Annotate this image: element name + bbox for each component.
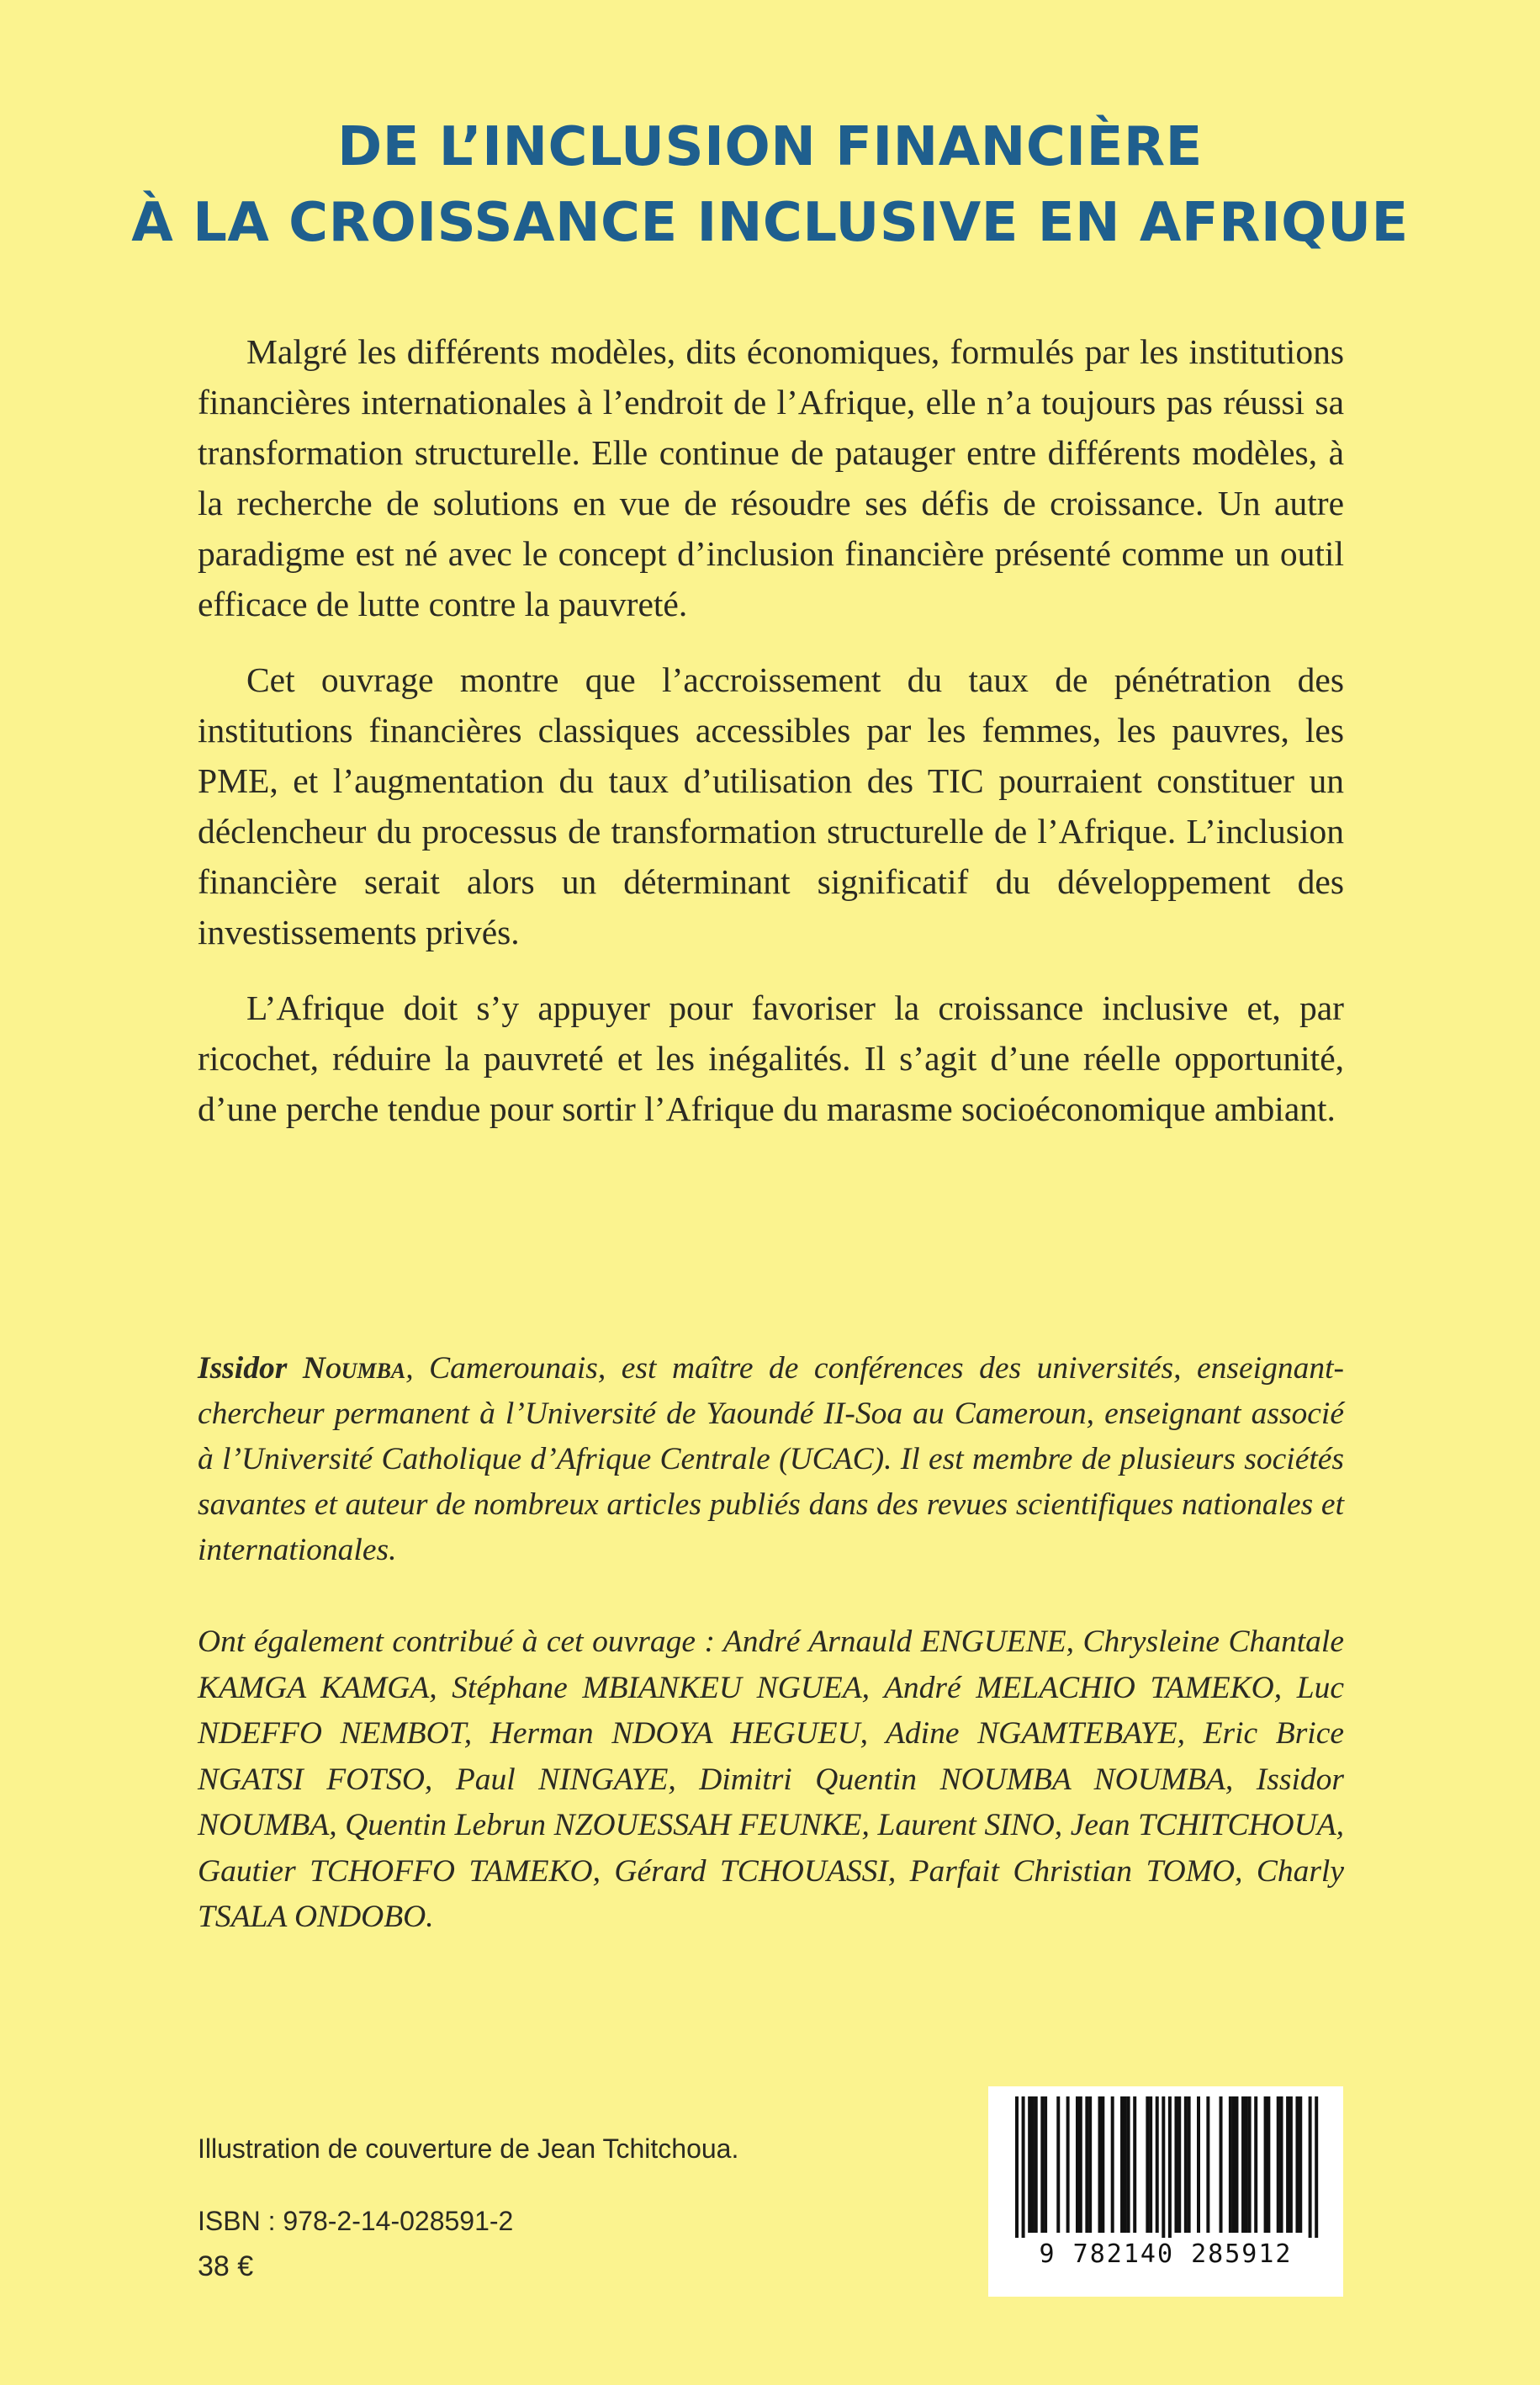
barcode-bar: [1277, 2096, 1280, 2233]
barcode-bar: [1124, 2096, 1127, 2233]
barcode-bar: [1146, 2096, 1149, 2233]
barcode-bar: [1127, 2096, 1130, 2233]
summary: [198, 326, 1344, 1159]
barcode-bar: [1044, 2096, 1047, 2233]
barcode-bar: [1111, 2096, 1114, 2233]
summary-paragraph-1: Malgré les différents modèles, dits économiques, formulés par les institutions financières internationales à l’endroit de l’Afrique, elle n’a toujours pas réussi sa transformation structurelle. Elle continue de patauger entre différents modèles, à la recherche de solutions en vue de résoudre ses défis de croissance. Un autre paradigme est né avec le concept d’inclusion financière présenté comme un outil efficace de lutte contre la pauvreté.: [198, 332, 1344, 623]
barcode-bar: [1040, 2096, 1044, 2233]
barcode-bar: [1028, 2096, 1031, 2233]
barcode-bar: [1133, 2096, 1136, 2233]
barcode: [988, 2086, 1343, 2297]
barcode-bar: [1299, 2096, 1302, 2233]
barcode-bar: [1220, 2096, 1223, 2233]
summary-paragraph-2: Cet ouvrage montre que l’accroissement du taux de pénétration des institutions financières classiques accessibles par les femmes, les pauvres, les PME, et l’augmentation du taux d’utilisation des TIC pourraient constituer un déclencheur du processus de transformation structurelle de l’Afrique. L’inclusion financière serait alors un déterminant significatif du développement des investissements privés.: [198, 660, 1344, 951]
barcode-bar: [1280, 2096, 1283, 2233]
barcode-bar: [1235, 2096, 1238, 2233]
barcode-bars: [988, 2086, 1343, 2238]
barcode-bar: [1241, 2096, 1245, 2233]
barcode-bar: [1162, 2096, 1165, 2238]
price: 38 €: [198, 2250, 254, 2282]
barcode-bar: [1267, 2096, 1270, 2233]
barcode-bar: [1022, 2096, 1025, 2238]
barcode-bar: [1289, 2096, 1293, 2233]
barcode-bar: [1088, 2096, 1092, 2233]
barcode-bar: [1254, 2096, 1257, 2233]
barcode-bar: [1177, 2096, 1181, 2233]
illustration-credit: Illustration de couverture de Jean Tchitchoua.: [198, 2133, 739, 2164]
book-title: [0, 109, 1540, 261]
title-line-2: À LA CROISSANCE INCLUSIVE EN AFRIQUE: [131, 192, 1409, 254]
barcode-bar: [1066, 2096, 1070, 2233]
barcode-digits: 9 782140 285912: [1039, 2239, 1293, 2269]
contributors: Ont également contribué à cet ouvrage : André Arnauld ENGUENE, Chrysleine Chantale KAMGA KAMGA, Stéphane MBIANKEU NGUEA, André MELACHIO TAMEKO, Luc NDEFFO NEMBOT, Herman NDOYA HEGUEU, Adine NGAMTEBAYE, Eric Brice NGATSI FOTSO, Paul NINGAYE, Dimitri Quentin NOUMBA NOUMBA, Issidor NOUMBA, Quentin Lebrun NZOUESSAH FEUNKE, Laurent SINO, Jean TCHITCHOUA, Gautier TCHOFFO TAMEKO, Gérard TCHOUASSI, Parfait Christian TOMO, Charly TSALA ONDOBO.: [198, 1624, 1344, 1934]
barcode-bar: [1206, 2096, 1209, 2233]
barcode-bar: [1035, 2096, 1038, 2233]
barcode-bar: [1098, 2096, 1102, 2233]
barcode-bar: [1149, 2096, 1152, 2233]
isbn: ISBN : 978-2-14-028591-2: [198, 2206, 514, 2236]
barcode-bar: [1168, 2096, 1172, 2238]
barcode-bar: [1286, 2096, 1289, 2233]
title-line-1: DE L’INCLUSION FINANCIÈRE: [337, 116, 1203, 178]
barcode-bar: [1120, 2096, 1124, 2233]
barcode-bar: [1184, 2096, 1188, 2233]
barcode-bar: [1015, 2096, 1019, 2238]
barcode-bar: [1188, 2096, 1191, 2233]
barcode-bar: [1056, 2096, 1060, 2233]
summary-paragraph-3: L’Afrique doit s’y appuyer pour favoriser la croissance inclusive et, par ricochet, réduire la pauvreté et les inégalités. Il s’agit d’une réelle opportunité, d’une perche tendue pour sortir l’Afrique du marasme socioéconomique ambiant.: [198, 988, 1344, 1128]
author-first-name: Issidor: [198, 1351, 288, 1386]
barcode-bar: [1101, 2096, 1104, 2233]
barcode-bar: [1197, 2096, 1200, 2233]
barcode-bar: [1174, 2096, 1177, 2233]
barcode-bar: [1031, 2096, 1035, 2233]
barcode-bar: [1085, 2096, 1088, 2233]
barcode-bar: [1229, 2096, 1232, 2233]
barcode-bar: [1315, 2096, 1318, 2238]
barcode-bar: [1295, 2096, 1299, 2233]
barcode-bar: [1156, 2096, 1159, 2233]
barcode-bar: [1245, 2096, 1248, 2233]
author-bio-text: , Camerounais, est maître de conférences des universités, enseignant-chercheur permanent à l’Université de Yaoundé II-Soa au Cameroun, enseignant associé à l’Université Catholique d’Afrique Centrale (UCAC). Il est membre de plusieurs sociétés savantes et auteur de nombreux articles publiés dans des revues scientifiques nationales et internationales.: [198, 1351, 1344, 1567]
barcode-bar: [1264, 2096, 1267, 2233]
barcode-bar: [1309, 2096, 1312, 2238]
author-last-name: Noumba: [302, 1351, 406, 1386]
barcode-bar: [1248, 2096, 1252, 2233]
barcode-bar: [1079, 2096, 1082, 2233]
barcode-bar: [1076, 2096, 1079, 2233]
barcode-bar: [1232, 2096, 1236, 2233]
author-bio: [198, 1346, 1344, 1573]
